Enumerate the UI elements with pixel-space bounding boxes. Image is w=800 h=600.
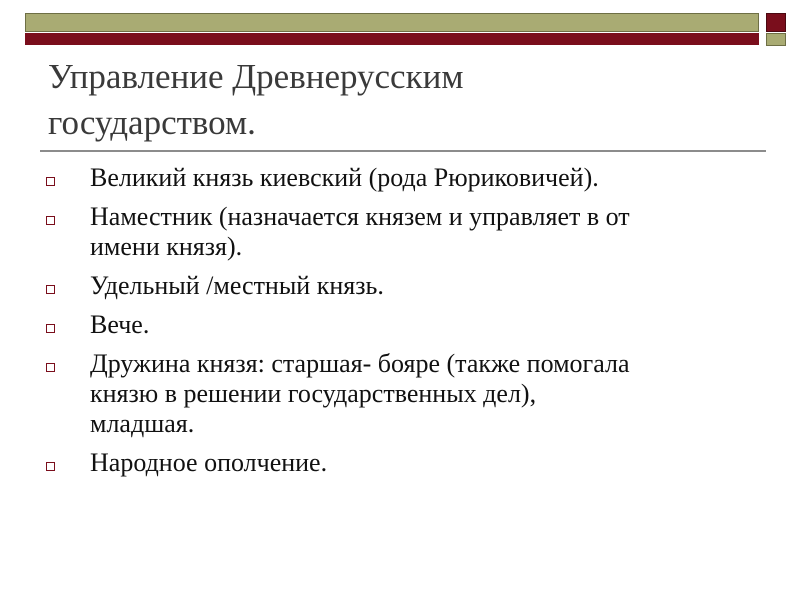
header-maroon-rule bbox=[25, 33, 759, 45]
bullet-text: Вече. bbox=[90, 310, 150, 339]
bullet-item bbox=[40, 271, 760, 301]
slide-title bbox=[48, 54, 748, 146]
square-bullet-icon bbox=[46, 216, 55, 225]
bullet-item bbox=[40, 163, 760, 193]
title-divider bbox=[40, 150, 766, 152]
bullet-list bbox=[40, 163, 760, 487]
bullet-text: князю в решении государственных дел), bbox=[90, 379, 537, 408]
bullet-text: Наместник (назначается князем и управляет в от bbox=[90, 202, 630, 231]
square-bullet-icon bbox=[46, 363, 55, 372]
corner-olive-square bbox=[766, 33, 786, 46]
bullet-item bbox=[40, 310, 760, 340]
corner-maroon-square bbox=[766, 13, 786, 32]
header-olive-band bbox=[25, 13, 759, 32]
bullet-text: младшая. bbox=[90, 409, 195, 438]
square-bullet-icon bbox=[46, 177, 55, 186]
bullet-text: имени князя). bbox=[90, 232, 243, 261]
slide-title-line-2: государством. bbox=[48, 103, 256, 142]
bullet-item bbox=[40, 448, 760, 478]
bullet-text: Народное ополчение. bbox=[90, 448, 328, 477]
bullet-text: Великий князь киевский (рода Рюриковичей). bbox=[90, 163, 599, 192]
bullet-text: Дружина князя: старшая- бояре (также помогала bbox=[90, 349, 630, 378]
bullet-item bbox=[40, 202, 760, 262]
square-bullet-icon bbox=[46, 285, 55, 294]
slide-title-line-1: Управление Древнерусским bbox=[48, 57, 464, 96]
square-bullet-icon bbox=[46, 462, 55, 471]
bullet-item bbox=[40, 349, 760, 439]
square-bullet-icon bbox=[46, 324, 55, 333]
bullet-text: Удельный /местный князь. bbox=[90, 271, 384, 300]
